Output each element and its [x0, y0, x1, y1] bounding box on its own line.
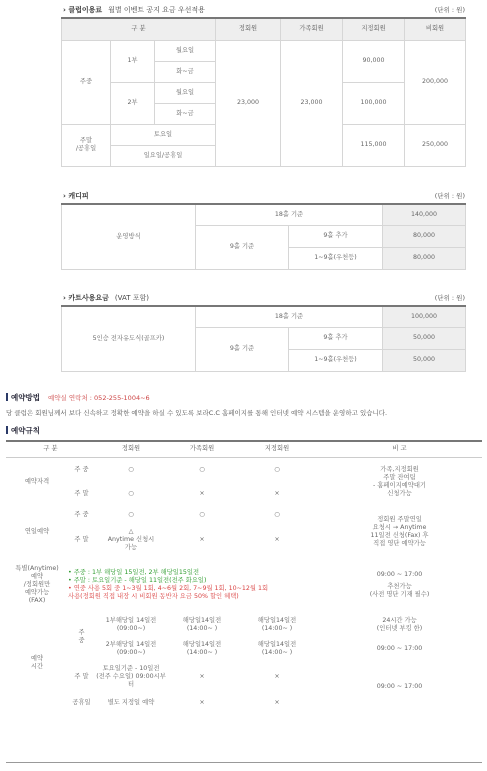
club-fee-table: [61, 17, 466, 167]
caddie-rain-value: 80,000: [383, 247, 466, 269]
cell-weekend-jijeong: 115,000: [343, 124, 405, 166]
cart-method: 5인승 전자유도식(골프카): [62, 306, 196, 371]
rules-p1: 1부해당일 14일전 (09:00~): [105, 616, 157, 632]
cart-add9: 9홀 추가: [289, 327, 383, 349]
rules-col-jeong: 정회원: [95, 441, 167, 457]
cart-note: (VAT 포함): [114, 294, 149, 302]
col-jijeong: 지정회원: [343, 18, 405, 40]
cart-unit: (단위 : 원): [434, 294, 465, 302]
cart-rain-value: 50,000: [383, 349, 466, 371]
rules-p2: 2부해당일 14일전 (09:00~): [105, 640, 157, 656]
rules-sp-time: 09:00 ~ 17:00: [376, 570, 423, 578]
mark-o: ○: [199, 510, 205, 518]
cell-jeong: 23,000: [216, 40, 281, 166]
cart-18: 18홀 기준: [196, 306, 383, 327]
row-weekend: 주말 /공휴일: [62, 124, 111, 166]
cart-table: [61, 305, 466, 372]
mark-o: ○: [274, 465, 280, 473]
rules-special: 특별(Anytime) 예약 /정회원만 예약가능 (FAX): [15, 564, 59, 605]
rules-sp1: • 주중 : 1부 해당일 15일전, 2부 해당일15일전: [68, 568, 200, 576]
cell-weekend-bi: 250,000: [405, 124, 466, 166]
mark-o: ○: [128, 490, 134, 498]
reserve-rules-title: 예약규칙: [6, 425, 40, 436]
rules-rtime: 예약 시간: [30, 654, 44, 670]
club-fee-note: 월별 이벤트 공지 요금 우선적용: [108, 6, 205, 14]
rules-n1: 24시간 가능 (인터넷 부킹 한): [376, 616, 423, 632]
caddie-method: 운영방식: [62, 204, 196, 269]
row-part1: 1부: [111, 40, 155, 82]
rules-n2: 09:00 ~ 17:00: [376, 644, 423, 652]
mark-x: ×: [199, 490, 205, 498]
rules-j2: 해당일14일전 (14:00~ ): [257, 640, 297, 656]
rules-weekday: 주 중: [74, 510, 89, 518]
caddie-unit: (단위 : 원): [434, 192, 465, 200]
mark-o: ○: [128, 465, 134, 473]
cart-18-value: 100,000: [383, 306, 466, 327]
rules-sp-note: 추천가능 (사전 명단 기재 필수): [369, 582, 430, 599]
club-fee-header: [0, 3, 487, 15]
club-fee-unit: (단위 : 원): [434, 6, 465, 14]
cell-weekday-bi: 200,000: [405, 40, 466, 124]
rules-hol: 공휴일: [72, 698, 91, 706]
rules-j1: 해당일14일전 (14:00~ ): [257, 616, 297, 632]
cell-p2-jijeong: 100,000: [343, 82, 405, 124]
row-weekday: 주중: [62, 40, 111, 124]
row-tuefri: 화~금: [155, 61, 216, 82]
col-bi: 비회원: [405, 18, 466, 40]
rules-col-note: 비 고: [317, 441, 482, 457]
mark-o: ○: [274, 510, 280, 518]
cell-p1-jijeong: 90,000: [343, 40, 405, 82]
cart-9: 9홀 기준: [196, 327, 289, 371]
club-fee-title: › 클럽이용료: [63, 6, 103, 14]
bottom-divider: [6, 762, 482, 763]
rules-col-gubun: 구 분: [6, 441, 95, 457]
rules-weekend: 주 말: [74, 535, 89, 543]
reserve-method-title: 예약방법 예약실 연락처 : 052-255-1004~6: [6, 392, 150, 403]
cart-title: › 카트사용요금: [63, 294, 109, 302]
mark-x: ×: [274, 490, 280, 498]
rules-cont: 연일예약: [24, 527, 50, 535]
caddie-add9: 9홀 추가: [289, 225, 383, 247]
rules-we-note: 09:00 ~ 17:00: [376, 682, 423, 690]
mark-x: ×: [199, 535, 205, 543]
cart-add9-value: 50,000: [383, 327, 466, 349]
rules-col-jijeong: 지정회원: [237, 441, 317, 457]
mark-o: ○: [199, 465, 205, 473]
row-sat: 토요일: [111, 124, 216, 145]
rules-g2: 해당일14일전 (14:00~ ): [182, 640, 222, 656]
rules-weekend: 주 말: [74, 490, 89, 498]
reserve-paragraph: 당 클럽은 회원님께서 보다 신속하고 정확한 예약을 하실 수 있도록 보라C.C 홈페이지를 통해 인터넷 예약 시스템을 운영하고 있습니다.: [6, 409, 388, 417]
row-mon: 월요일: [155, 40, 216, 61]
caddie-header: [0, 189, 487, 201]
reserve-contact: 예약실 연락처 : 052-255-1004~6: [47, 394, 150, 402]
row-tuefri: 화~금: [155, 103, 216, 124]
cell-gajok: 23,000: [281, 40, 343, 166]
mark-x: ×: [274, 535, 280, 543]
mark-x: ×: [274, 698, 280, 706]
rules-we-jeong: 토요일기준 - 10일전 (전주 수요일) 09:00시부 터: [96, 664, 166, 689]
caddie-18-value: 140,000: [383, 204, 466, 225]
mark-x: ×: [274, 672, 280, 680]
col-jeong: 정회원: [216, 18, 281, 40]
mark-tri: △: [128, 527, 134, 535]
caddie-title: › 캐디피: [63, 192, 89, 200]
row-mon: 월요일: [155, 82, 216, 103]
rules-weekday: 주 중: [74, 465, 89, 473]
rules-qual-note: 가족,지정회원 주말 잔여팀 - 홈페이지예약대기 신청가능: [373, 465, 426, 498]
mark-o: ○: [128, 510, 134, 518]
rules-col-gajok: 가족회원: [167, 441, 237, 457]
mark-x: ×: [199, 698, 205, 706]
rules-rtime-weekday: 주 중: [78, 628, 85, 644]
cart-rain: 1~9홀(우천등): [289, 349, 383, 371]
rules-sp2: • 주말 : 토요일기준 - 해당일 11일전(전주 화요일): [68, 576, 207, 584]
caddie-rain: 1~9홀(우천등): [289, 247, 383, 269]
rules-table: [6, 440, 482, 713]
cart-header: [0, 291, 487, 303]
rules-cont-note: 정회원 주말연일 요청시 → Anytime 11일전 신청(Fax) 후 직접 영단 예약가능: [370, 515, 429, 548]
caddie-9: 9홀 기준: [196, 225, 289, 269]
rules-hol-jeong: 별도 지정일 예약: [107, 698, 155, 706]
row-sunhol: 일요일/공휴일: [111, 145, 216, 166]
rules-qual: 예약자격: [24, 478, 50, 486]
mark-x: ×: [199, 672, 205, 680]
col-gajok: 가족회원: [281, 18, 343, 40]
caddie-add9-value: 80,000: [383, 225, 466, 247]
rules-sp3: • 연중 사용 5회 중 1~3월 1회, 4~6월 2회, 7~9월 1회, 10~12월 1회: [68, 585, 269, 592]
caddie-18: 18홀 기준: [196, 204, 383, 225]
rules-rtime-weekend: 주 말: [74, 672, 89, 680]
rules-g1: 해당일14일전 (14:00~ ): [182, 616, 222, 632]
row-part2: 2부: [111, 82, 155, 124]
col-gubun: 구 분: [62, 18, 216, 40]
caddie-table: [61, 203, 466, 270]
rules-sp4: 사용(정회원 직접 내장 시 비회원 동반자 요금 50% 할인 혜택): [68, 593, 239, 601]
rules-anytime: Anytime 신청시 가능: [107, 535, 155, 552]
